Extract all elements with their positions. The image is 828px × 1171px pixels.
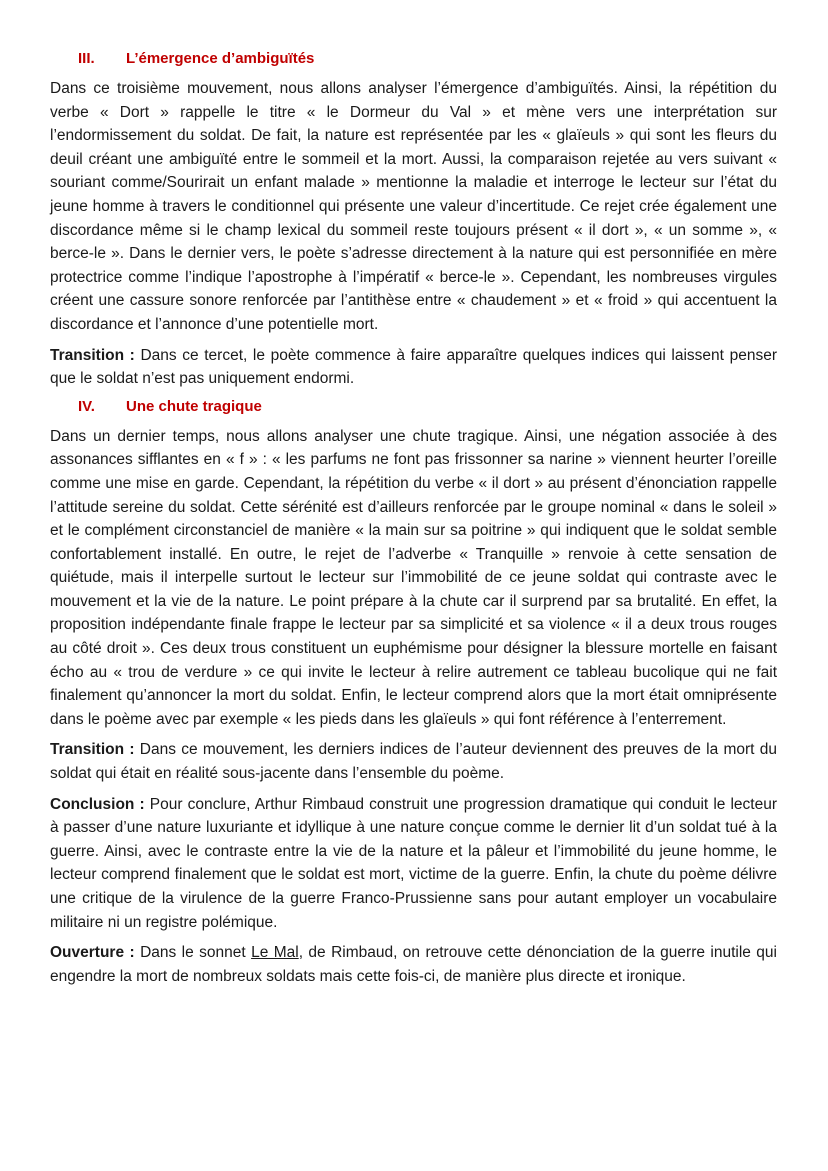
ouverture-text-after: , de Rimbaud, on retrouve cette dénonciation de la guerre inutile qui engendre la mort de nombreux soldats mais cette fois-ci, de manière plus directe et ironique. (50, 944, 777, 985)
ouverture-label: Ouverture : (50, 944, 135, 962)
section-heading-iv (78, 398, 777, 415)
transition-paragraph-2 (50, 738, 777, 785)
conclusion-paragraph (50, 793, 777, 935)
section-iii-paragraph: Dans ce troisième mouvement, nous allons analyser l’émergence d’ambiguïtés. Ainsi, la répétition du verbe « Dort » rappelle le titre « le Dormeur du Val » et mène vers une interprétation sur l’endormissement du soldat. De fait, la nature est représentée par les « glaïeuls » qui sont les fleurs du deuil créant une ambiguïté entre le sommeil et la mort. Aussi, la comparaison rejetée au vers suivant « souriant comme/Sourirait un enfant malade » mentionne la maladie et interroge le lecteur sur l’état du jeune homme à travers le conditionnel qui présente une valeur d’incertitude. Ce rejet crée également une discordance même si le champ lexical du sommeil reste toujours présent « il dort », « un somme », « berce-le ». Dans le dernier vers, le poète s’adresse directement à la nature qui est personnifiée en mère protectrice comme l’indique l’apostrophe à l’impératif « berce-le ». Cependant, les nombreuses virgules créent une cassure sonore renforcée par l’antithèse entre « chaudement » et « froid » qui accentuent la discordance et l’annonce d’une potentielle mort. (50, 80, 777, 333)
ouverture-text-before: Dans le sonnet (134, 944, 252, 962)
section-iv-paragraph: Dans un dernier temps, nous allons analyser une chute tragique. Ainsi, une négation associée à des assonances sifflantes en « f » : « les parfums ne font pas frissonner sa narine » viennent heurter l’oreille comme une mise en garde. Cependant, la répétition du verbe « il dort » au présent d’énonciation rappelle l’attitude sereine du soldat. Cette sérénité est d’ailleurs renforcée par le groupe nominal « dans le soleil » et le complément circonstanciel de manière « la main sur sa poitrine » qui indiquent que le soldat semble confortablement installé. En outre, le rejet de l’adverbe « Tranquille » renvoie à cette sensation de quiétude, mais il interpelle surtout le lecteur sur l’immobilité de ce jeune soldat qui contraste avec le mouvement et la vie de la nature. Le point prépare à la chute car il surprend par sa brutalité. En effet, la proposition indépendante finale frappe le lecteur par sa simplicité et sa violence « il a deux trous rouges au côté droit ». Ces deux trous constituent un euphémisme pour désigner la blessure mortelle en faisant écho au « trou de verdure » ce qui invite le lecteur à relire autrement ce tableau bucolique qui ne fait finalement qu’annoncer la mort du soldat. Enfin, le lecteur comprend alors que la mort était omniprésente dans le poème avec par exemple « les pieds dans les glaïeuls » qui font référence à l’enterrement. (50, 427, 777, 728)
section-title: Une chute tragique (126, 397, 262, 415)
transition-text: Dans ce mouvement, les derniers indices de l’auteur deviennent des preuves de la mort du soldat qui était en réalité sous-jacente dans l’ensemble du poème. (50, 741, 777, 783)
ouverture-paragraph (50, 941, 777, 988)
transition-text: Dans ce tercet, le poète commence à faire apparaître quelques indices qui laissent penser que le soldat n’est pas uniquement endormi. (50, 346, 777, 388)
transition-paragraph-1 (50, 344, 777, 391)
section-title: L’émergence d’ambiguïtés (126, 50, 315, 67)
section-heading-iii (78, 50, 777, 67)
transition-label: Transition : (50, 741, 135, 759)
document-content (50, 50, 777, 995)
transition-label: Transition : (50, 346, 135, 364)
work-title: Le Mal (251, 944, 299, 962)
section-number: III. (78, 50, 95, 67)
conclusion-label: Conclusion : (50, 795, 145, 813)
conclusion-text: Pour conclure, Arthur Rimbaud construit une progression dramatique qui conduit le lecteur à passer d’une nature luxuriante et idyllique à une nature conçue comme le dernier lit d’un soldat tué à la guerre. Ainsi, avec le contraste entre la vie de la nature et la pâleur et l’immobilité du jeune homme, le lecteur comprend finalement que le soldat est mort, victime de la guerre. Enfin, la chute du poème délivre une critique de la virulence de la guerre Franco-Prussienne sans pour autant employer un vocabulaire militaire ni un registre polémique. (50, 795, 778, 931)
section-number: IV. (78, 397, 95, 415)
